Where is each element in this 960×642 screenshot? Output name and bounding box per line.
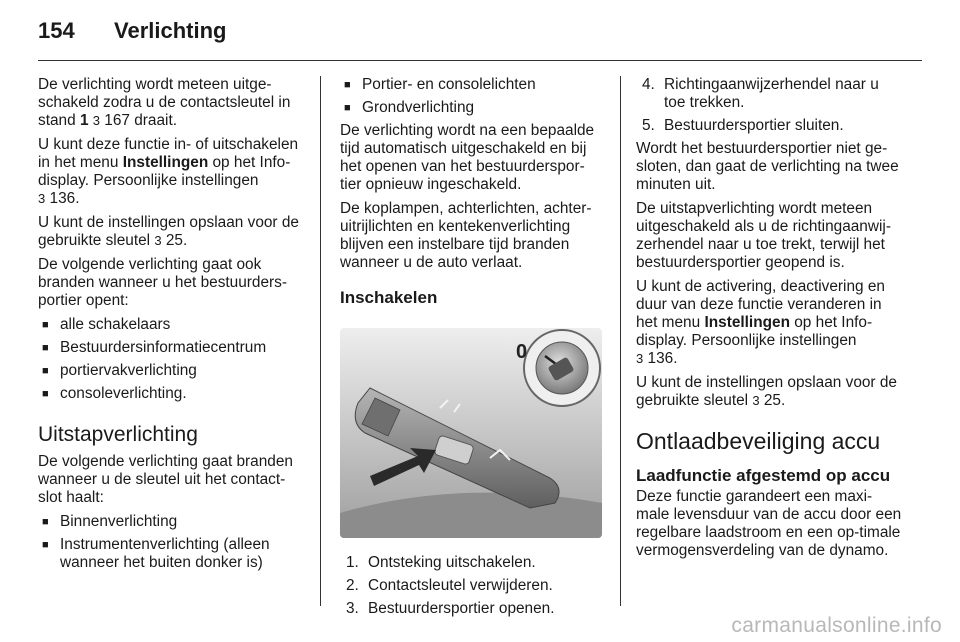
list-item: ■ consoleverlichting. [42, 385, 187, 402]
paragraph: Wordt het bestuurdersportier niet ge-sloten, dan gaat de verlichting na twee minuten uit. [636, 140, 899, 193]
paragraph: Deze functie garandeert een maxi-male levensduur van de accu door een regelbare laadstroom en een op-timale vermogensverdeling van de dynamo. [636, 488, 902, 559]
paragraph: De volgende verlichting gaat ook branden wanneer u het bestuurders-portier opent: [38, 256, 287, 309]
subsection-heading: Inschakelen [340, 288, 438, 307]
section-heading: Uitstapverlichting [38, 423, 198, 446]
lever-illustration [340, 328, 602, 538]
page-header [38, 18, 226, 50]
column-1 [38, 76, 304, 577]
list-item: ■ Bestuurdersinformatiecentrum [42, 339, 267, 356]
bullet-icon: ■ [344, 102, 351, 114]
list-item: 1. Ontsteking uitschakelen. [346, 554, 536, 571]
list-item: 2. Contactsleutel verwijderen. [346, 577, 553, 594]
arrow-reference-icon: 3 [92, 113, 101, 128]
list-item: ■ Binnenverlichting [42, 513, 178, 530]
header-rule [38, 60, 922, 61]
bullet-icon: ■ [42, 365, 49, 377]
paragraph: De verlichting wordt meteen uitge-schakeld zodra u de contactsleutel in stand 1 3 167 draait. [38, 76, 291, 129]
arrow-reference-icon: 3 [38, 191, 46, 206]
page-title: Verlichting [114, 18, 227, 43]
paragraph: De volgende verlichting gaat branden wanneer u de sleutel uit het contact-slot haalt: [38, 453, 293, 506]
list-item: 5. Bestuurdersportier sluiten. [642, 117, 844, 134]
column-divider-2 [620, 76, 621, 606]
bullet-icon: ■ [42, 319, 49, 331]
section-heading: Ontlaadbeveiliging accu [636, 428, 881, 454]
paragraph: U kunt de instellingen opslaan voor de gebruikte sleutel 3 25. [38, 214, 299, 249]
paragraph: U kunt deze functie in- of uitschakelen in het menu Instellingen op het Info-display. Persoonlijke instellingen 3 136. [38, 136, 299, 207]
paragraph: U kunt de activering, deactivering en duur van deze functie veranderen in het menu Instellingen op het Info-display. Persoonlijke instellingen 3 136. [636, 278, 885, 367]
bullet-icon: ■ [42, 342, 49, 354]
watermark: carmanualsonline.info [731, 614, 942, 637]
list-item: ■ alle schakelaars [42, 316, 171, 333]
list-item: ■ Instrumentenverlichting (alleen wanneer het buiten donker is) [42, 536, 270, 571]
bullet-icon: ■ [344, 79, 351, 91]
list-item: ■ Portier- en consolelichten [344, 76, 536, 93]
lever-position-label: 0 [516, 341, 528, 363]
column-3 [636, 76, 904, 566]
arrow-reference-icon: 3 [636, 351, 644, 366]
bullet-icon: ■ [42, 539, 49, 551]
bullet-icon: ■ [42, 516, 49, 528]
arrow-reference-icon: 3 [154, 233, 162, 248]
bullet-icon: ■ [42, 388, 49, 400]
arrow-reference-icon: 3 [752, 393, 760, 408]
column-2 [340, 76, 604, 623]
paragraph: De koplampen, achterlichten, achter-uitrijlichten en kentekenverlichting blijven een instelbare tijd branden wanneer u de auto verlaat. [340, 200, 592, 271]
list-item: ■ Grondverlichting [344, 99, 475, 116]
column-divider-1 [320, 76, 321, 606]
list-item: 3. Bestuurdersportier openen. [346, 600, 555, 617]
page-number: 154 [38, 18, 75, 43]
list-item: 4. Richtingaanwijzerhendel naar u toe trekken. [642, 76, 879, 111]
paragraph: De verlichting wordt na een bepaalde tijd automatisch uitgeschakeld en bij het openen van het bestuurderspor-tier opnieuw ingeschakeld. [340, 122, 595, 193]
paragraph: De uitstapverlichting wordt meteen uitgeschakeld als u de richtingaanwij-zerhendel naar u toe trekt, terwijl het bestuurdersportier geopend is. [636, 200, 891, 271]
paragraph: U kunt de instellingen opslaan voor de gebruikte sleutel 3 25. [636, 374, 897, 409]
subsection-heading: Laadfunctie afgestemd op accu [636, 466, 891, 485]
list-item: ■ portiervakverlichting [42, 362, 197, 379]
